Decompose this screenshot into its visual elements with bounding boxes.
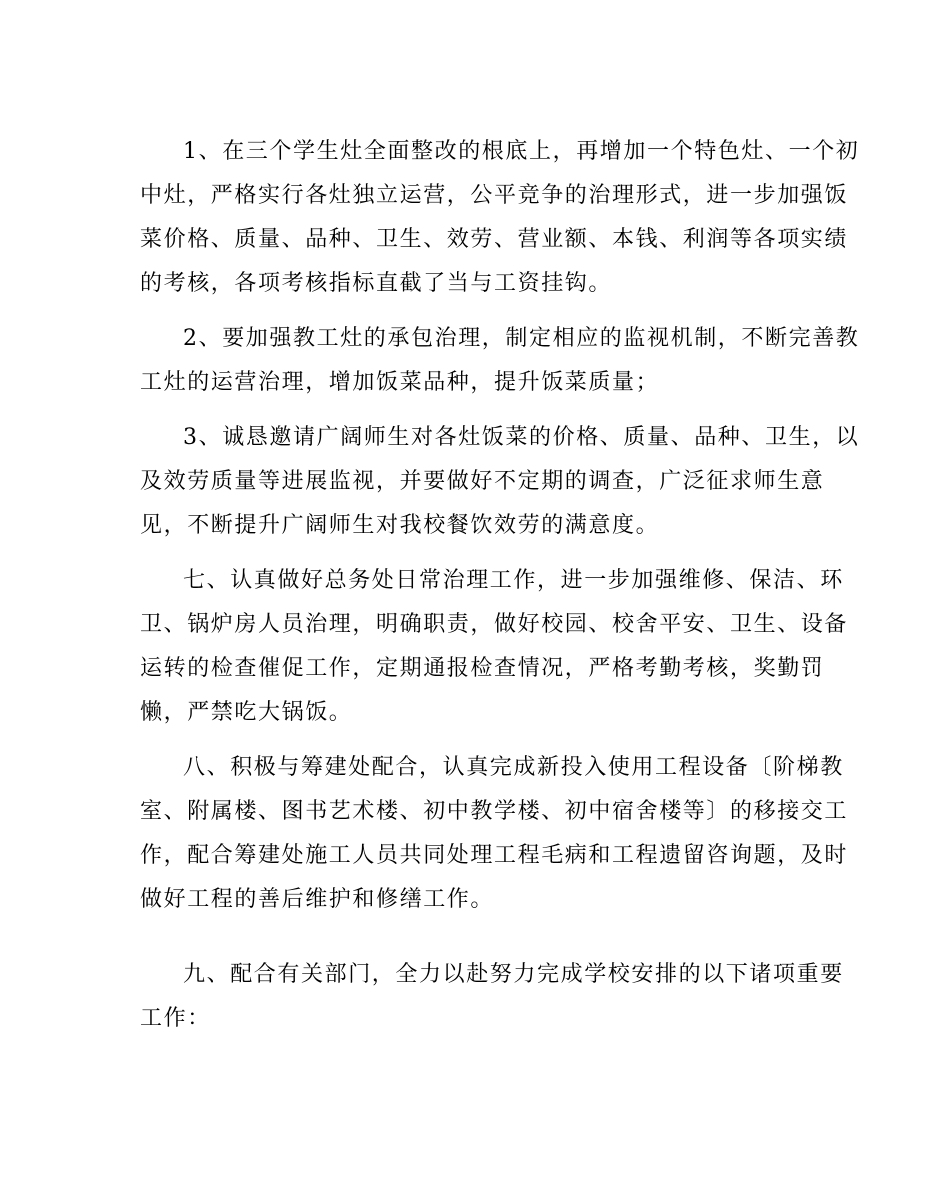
paragraph-4-line-3: 运转的检查催促工作，定期通报检查情况，严格考勤考核，奖勤罚 bbox=[140, 656, 825, 681]
paragraph-5-line-2: 室、附属楼、图书艺术楼、初中教学楼、初中宿舍楼等〕的移接交工 bbox=[140, 799, 849, 824]
paragraph-5-line-4: 做好工程的善后维护和修缮工作。 bbox=[140, 887, 495, 912]
paragraph-4-line-2: 卫、锅炉房人员治理，明确职责，做好校园、校舍平安、卫生、设备 bbox=[140, 612, 849, 637]
paragraph-1-line-4: 的考核，各项考核指标直截了当与工资挂钩。 bbox=[140, 271, 613, 296]
paragraph-5-line-1: 八、积极与筹建处配合，认真完成新投入使用工程设备〔阶梯教 bbox=[183, 755, 844, 780]
paragraph-4-line-1: 七、认真做好总务处日常治理工作，进一步加强维修、保洁、环 bbox=[183, 568, 844, 593]
paragraph-3-line-3: 见，不断提升广阔师生对我校餐饮效劳的满意度。 bbox=[140, 513, 660, 538]
paragraph-1-line-2: 中灶，严格实行各灶独立运营，公平竞争的治理形式，进一步加强饭 bbox=[140, 183, 849, 208]
paragraph-2-line-1: 2、要加强教工灶的承包治理，制定相应的监视机制，不断完善教 bbox=[183, 326, 860, 351]
paragraph-2-line-2: 工灶的运营治理，增加饭菜品种，提升饭菜质量； bbox=[140, 370, 660, 395]
paragraph-1-line-1: 1、在三个学生灶全面整改的根底上，再增加一个特色灶、一个初 bbox=[183, 139, 860, 164]
paragraph-5-line-3: 作，配合筹建处施工人员共同处理工程毛病和工程遗留咨询题，及时 bbox=[140, 843, 849, 868]
paragraph-6-line-2: 工作： bbox=[140, 1006, 211, 1031]
paragraph-3-line-1: 3、诚恳邀请广阔师生对各灶饭菜的价格、质量、品种、卫生，以 bbox=[183, 425, 860, 450]
paragraph-4-line-4: 懒，严禁吃大锅饭。 bbox=[140, 700, 353, 725]
paragraph-3-line-2: 及效劳质量等进展监视，并要做好不定期的调查，广泛征求师生意 bbox=[140, 469, 825, 494]
paragraph-1-line-3: 菜价格、质量、品种、卫生、效劳、营业额、本钱、利润等各项实绩 bbox=[140, 227, 849, 252]
paragraph-6-line-1: 九、配合有关部门，全力以赴努力完成学校安排的以下诸项重要 bbox=[183, 962, 844, 987]
